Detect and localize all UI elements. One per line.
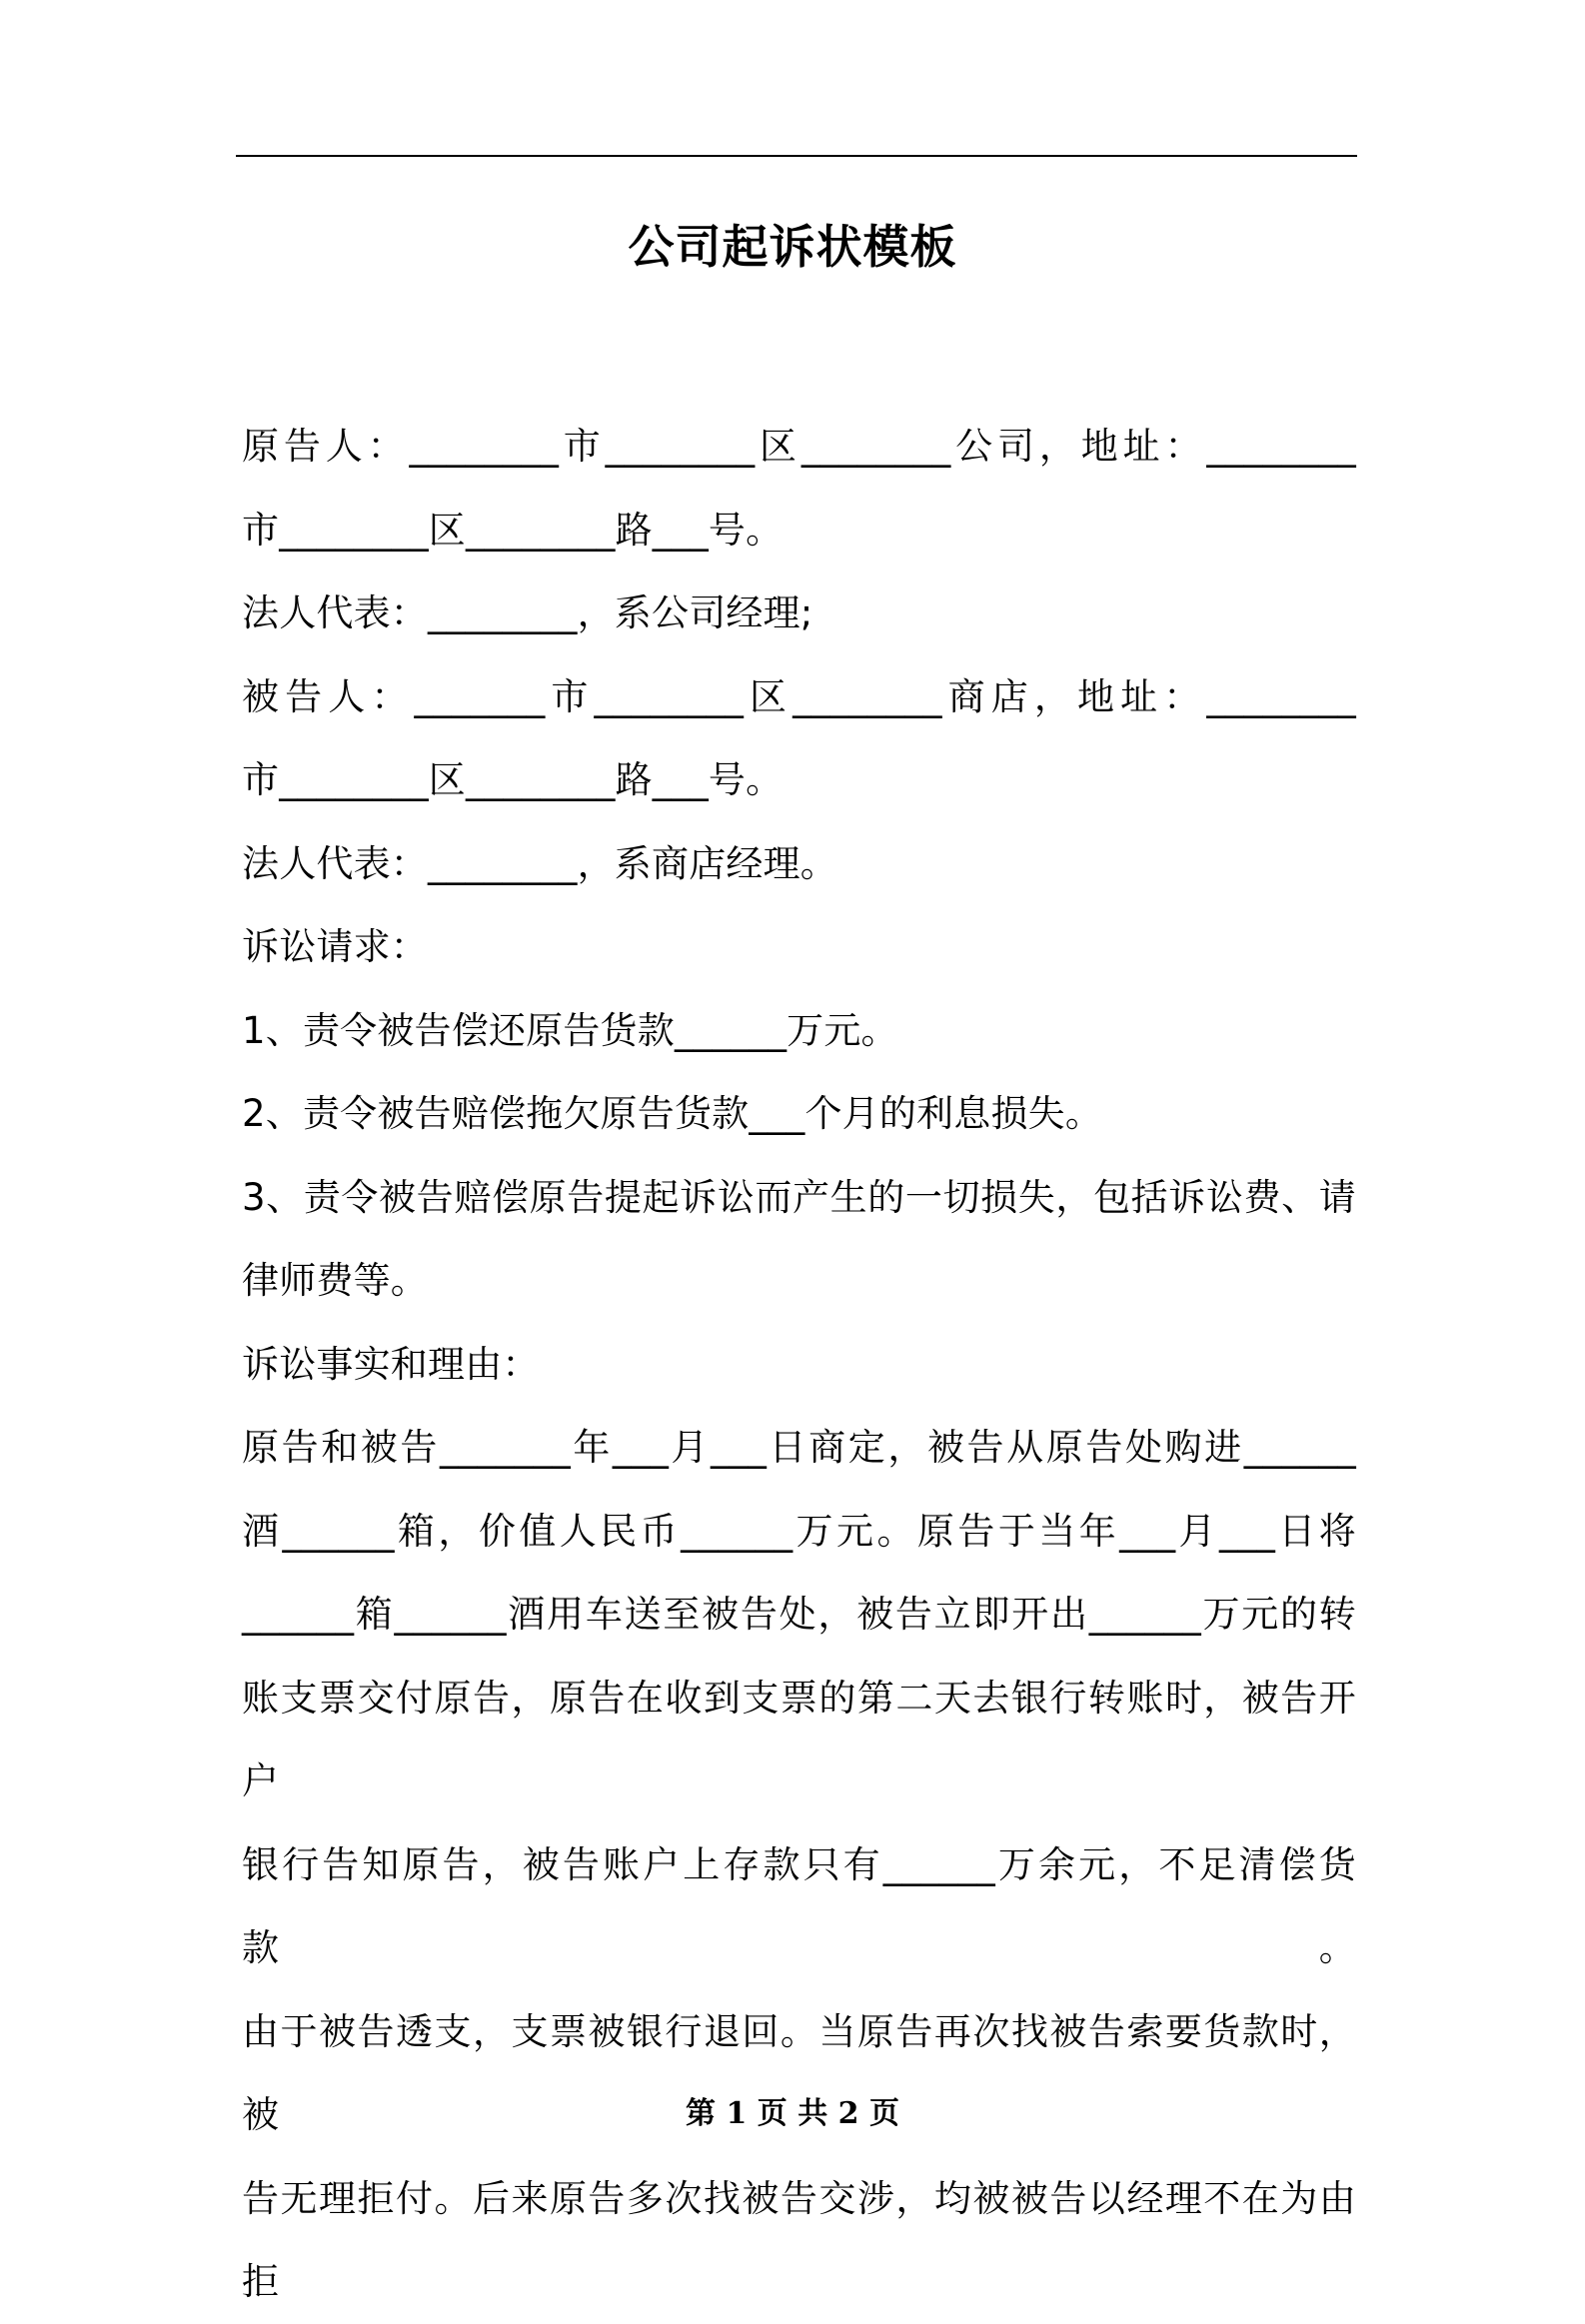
- defendant-address-line: 市________区________路___号。: [242, 758, 784, 801]
- plaintiff-line: 原告人：________市________区________公司，地址：________: [242, 425, 1356, 468]
- facts-heading: 诉讼事实和理由：: [242, 1342, 540, 1386]
- page-footer: 第 1 页 共 2 页: [686, 2096, 899, 2131]
- document-title: 公司起诉状模板: [628, 220, 957, 274]
- claim-item-3: 3、责令被告赔偿原告提起诉讼而产生的一切损失，包括诉讼费、请: [242, 1175, 1356, 1219]
- claim-item-3-continued: 律师费等。: [242, 1259, 428, 1302]
- claim-item-1: 1、责令被告偿还原告货款______万元。: [242, 1008, 898, 1052]
- facts-paragraph-line: 由于被告透支，支票被银行退回。当原告再次找被告索要货款时，被: [242, 2009, 1356, 2136]
- facts-paragraph-line: 原告和被告_______年___月___日商定，被告从原告处购进______: [242, 1426, 1356, 1469]
- facts-paragraph-line: 账支票交付原告，原告在收到支票的第二天去银行转账时，被告开户: [242, 1676, 1356, 1802]
- facts-paragraph-line: 酒______箱，价值人民币______万元。原告于当年___月___日将: [242, 1509, 1356, 1553]
- header-rule: [236, 155, 1357, 157]
- claims-heading: 诉讼请求：: [242, 925, 428, 968]
- defendant-line: 被告人：_______市________区________商店，地址：________: [242, 674, 1356, 718]
- facts-paragraph-line: 告无理拒付。后来原告多次找被告交涉，均被被告以经理不在为由拒: [242, 2176, 1356, 2303]
- plaintiff-address-line: 市________区________路___号。: [242, 508, 784, 552]
- facts-paragraph-line: ______箱______酒用车送至被告处，被告立即开出______万元的转: [242, 1593, 1356, 1636]
- document-body: [242, 405, 1356, 2324]
- facts-paragraph-line: 银行告知原告，被告账户上存款只有______万余元，不足清偿货款。: [242, 1842, 1356, 1969]
- defendant-legal-rep-line: 法人代表：________，系商店经理。: [242, 841, 837, 885]
- plaintiff-legal-rep-line: 法人代表：________，系公司经理;: [242, 591, 813, 634]
- claim-item-2: 2、责令被告赔偿拖欠原告货款___个月的利息损失。: [242, 1092, 1103, 1135]
